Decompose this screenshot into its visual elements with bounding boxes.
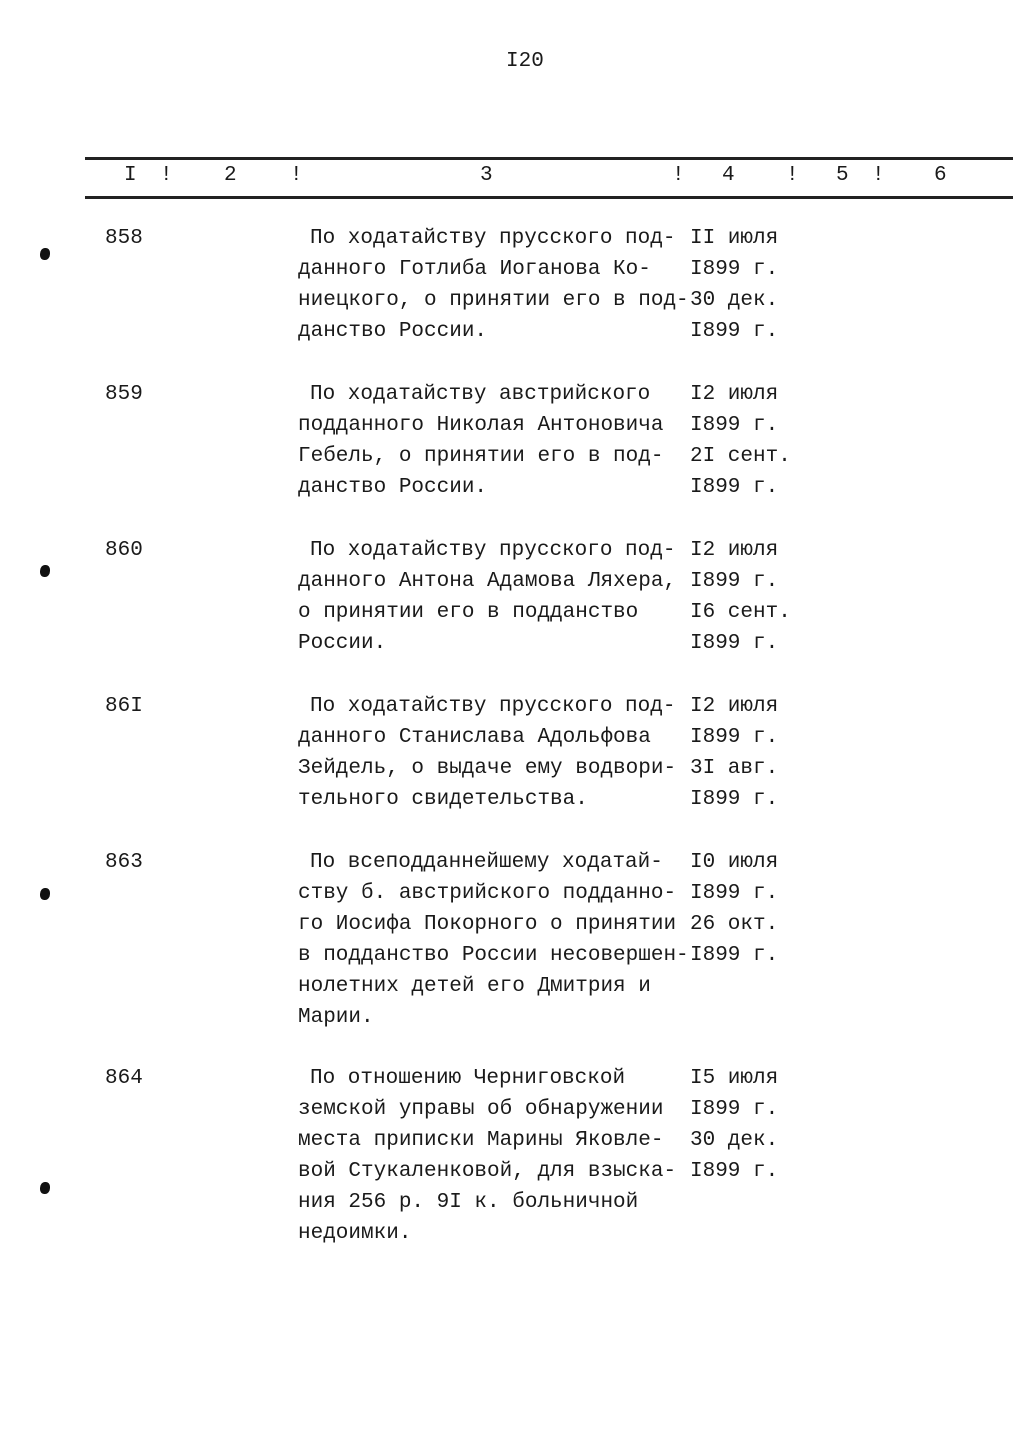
entry-number: 858 — [105, 227, 143, 250]
description-line: тельного свидетельства. — [298, 788, 588, 811]
column-separator: ! — [786, 164, 799, 187]
date-line: I899 г. — [690, 570, 779, 593]
date-line: I899 г. — [690, 1098, 779, 1121]
entry-dates — [690, 847, 778, 971]
entry-description — [298, 1063, 676, 1249]
date-line: I899 г. — [690, 414, 779, 437]
column-header-1: I — [124, 164, 137, 187]
date-line: I899 г. — [690, 258, 779, 281]
date-line: 30 дек. — [690, 289, 779, 312]
date-line: I899 г. — [690, 476, 779, 499]
date-line: I5 июля — [690, 1067, 779, 1090]
description-line: данного Антона Адамова Ляхера, — [298, 570, 677, 593]
binding-hole-mark — [40, 888, 50, 900]
description-line: го Иосифа Покорного о принятии — [298, 913, 677, 936]
description-line: Зейдель, о выдаче ему водвори- — [298, 757, 677, 780]
description-line: данство России. — [298, 476, 488, 499]
description-line: ству б. австрийского подданно- — [298, 882, 677, 905]
description-line: По всеподданнейшему ходатай- — [310, 851, 663, 874]
date-line: I2 июля — [690, 383, 779, 406]
description-line: По ходатайству прусского под- — [310, 695, 676, 718]
binding-hole-mark — [40, 248, 50, 260]
entry-number: 864 — [105, 1067, 143, 1090]
date-line: I0 июля — [690, 851, 779, 874]
date-line: 3I авг. — [690, 757, 779, 780]
date-line: I899 г. — [690, 882, 779, 905]
column-separator: ! — [160, 164, 173, 187]
description-line: земской управы об обнаружении — [298, 1098, 664, 1121]
date-line: I6 сент. — [690, 601, 791, 624]
description-line: ния 256 р. 9I к. больничной — [298, 1191, 639, 1214]
date-line: I899 г. — [690, 726, 779, 749]
entry-number: 86I — [105, 695, 143, 718]
column-header-4: 4 — [722, 164, 735, 187]
description-line: данного Станислава Адольфова — [298, 726, 651, 749]
entry-dates — [690, 223, 778, 347]
date-line: I899 г. — [690, 320, 779, 343]
column-header-6: 6 — [934, 164, 947, 187]
description-line: данство России. — [298, 320, 488, 343]
entry-dates — [690, 379, 791, 503]
date-line: 26 окт. — [690, 913, 779, 936]
table-header-rule — [85, 196, 1013, 199]
entry-number: 859 — [105, 383, 143, 406]
entry-number: 860 — [105, 539, 143, 562]
entry-number: 863 — [105, 851, 143, 874]
description-line: По отношению Черниговской — [310, 1067, 626, 1090]
description-line: в подданство России несовершен- — [298, 944, 689, 967]
column-separator: ! — [872, 164, 885, 187]
entry-dates — [690, 535, 791, 659]
description-line: Гебель, о принятии его в под- — [298, 445, 664, 468]
entry-dates — [690, 1063, 778, 1187]
binding-hole-mark — [40, 1182, 50, 1194]
description-line: подданного Николая Антоновича — [298, 414, 664, 437]
date-line: I899 г. — [690, 944, 779, 967]
entry-dates — [690, 691, 778, 815]
entry-description — [298, 691, 676, 815]
entry-description — [298, 223, 689, 347]
description-line: По ходатайству прусского под- — [310, 227, 676, 250]
column-separator: ! — [290, 164, 303, 187]
binding-hole-mark — [40, 565, 50, 577]
date-line: II июля — [690, 227, 779, 250]
entry-description — [298, 379, 663, 503]
description-line: о принятии его в подданство — [298, 601, 639, 624]
date-line: I2 июля — [690, 539, 779, 562]
description-line: вой Стукаленковой, для взыска- — [298, 1160, 677, 1183]
entry-description — [298, 847, 689, 1033]
date-line: 2I сент. — [690, 445, 791, 468]
description-line: России. — [298, 632, 387, 655]
date-line: I2 июля — [690, 695, 779, 718]
description-line: данного Готлиба Иоганова Ко- — [298, 258, 651, 281]
date-line: I899 г. — [690, 788, 779, 811]
column-header-5: 5 — [836, 164, 849, 187]
page-number: I20 — [506, 50, 544, 73]
description-line: ниецкого, о принятии его в под- — [298, 289, 689, 312]
table-top-rule — [85, 157, 1013, 160]
column-header-3: 3 — [480, 164, 493, 187]
description-line: недоимки. — [298, 1222, 412, 1245]
description-line: места приписки Марины Яковле- — [298, 1129, 664, 1152]
column-separator: ! — [672, 164, 685, 187]
date-line: I899 г. — [690, 1160, 779, 1183]
date-line: 30 дек. — [690, 1129, 779, 1152]
description-line: По ходатайству австрийского — [310, 383, 651, 406]
description-line: По ходатайству прусского под- — [310, 539, 676, 562]
column-header-2: 2 — [224, 164, 237, 187]
date-line: I899 г. — [690, 632, 779, 655]
description-line: Марии. — [298, 1006, 374, 1029]
description-line: нолетних детей его Дмитрия и — [298, 975, 651, 998]
entry-description — [298, 535, 676, 659]
